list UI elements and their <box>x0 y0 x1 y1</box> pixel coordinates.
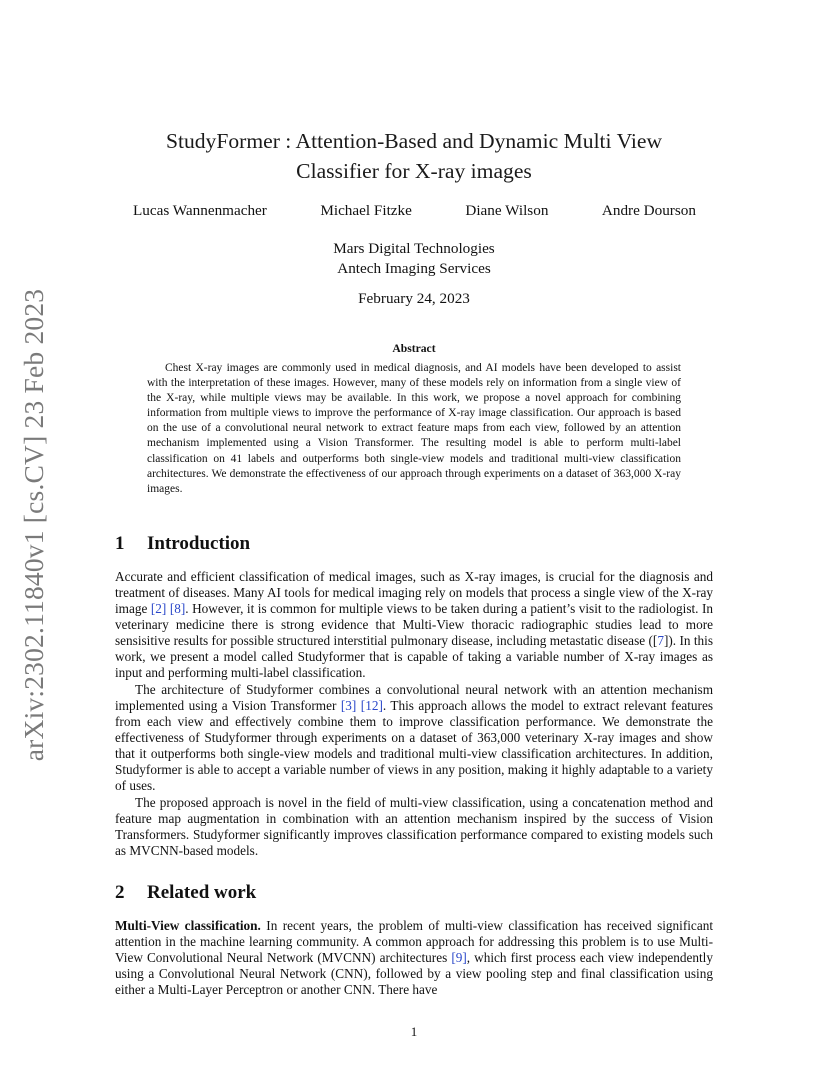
paragraph-text: In recent years, the problem of multi-view classification has received significant attention in the machine learning community. A common approach for addressing this problem is to use Multi-View Convolutional Neural Network (MVCNN) architectures <box>115 918 714 966</box>
paper-title <box>115 126 713 186</box>
section-number: 2 <box>115 882 125 903</box>
paragraph-text: The architecture of Studyformer combines a convolutional neural network with an attention mechanism implemented using a Vision Transformer <box>115 682 713 714</box>
citation-link[interactable]: [9] <box>451 950 467 966</box>
citation-link[interactable]: [12] <box>360 698 383 714</box>
page-number: 1 <box>410 1024 418 1039</box>
related-work-paragraph-1 <box>115 918 713 998</box>
section-heading-related-work <box>115 882 713 904</box>
paragraph-text: Accurate and efficient classification of medical images, such as X-ray images, is crucial for the diagnosis and treatment of diseases. Many AI tools for medical imaging rely on models that process a single view of the X-ray image <box>115 569 713 617</box>
paragraph-runin-heading: Multi-View classification. <box>115 918 261 933</box>
affiliation: Mars Digital Technologies <box>333 240 495 257</box>
intro-paragraph-3: The proposed approach is novel in the field of multi-view classification, using a concatenation method and feature map augmentation in combination with an attention mechanism inspired by the success of Vision Transformers. Studyformer significantly improves classification performance compared to existing models such as MVCNN-based models. <box>115 795 713 859</box>
arxiv-stamp[interactable]: arXiv:2302.11840v1 [cs.CV] 23 Feb 2023 <box>18 288 49 762</box>
citation-link[interactable]: [2] <box>150 601 167 617</box>
section-title: Related work <box>147 882 257 903</box>
paragraph-text: . However, it is common for multiple views to be taken during a patient’s visit to the radiologist. In veterinary medicine there is strong evidence that Multi-View thoracic radiographic studies lead to more sensisitive results for possible structured interstitial pulmonary disease, including metastatic disease ([ <box>115 601 714 649</box>
author-name: Andre Dourson <box>601 202 696 219</box>
citation-link[interactable]: 7 <box>657 633 664 649</box>
abstract-heading: Abstract <box>392 342 436 355</box>
intro-paragraph-1 <box>115 569 713 681</box>
section-heading-introduction <box>115 533 713 555</box>
paragraph-text: ]). In this work, we present a model called Studyformer that is capable of taking a variable number of X-ray images as input and performing multi-label classification. <box>115 633 713 681</box>
publication-date: February 24, 2023 <box>358 290 470 307</box>
abstract-text: Chest X-ray images are commonly used in medical diagnosis, and AI models have been developed to assist with the interpretation of these images. However, many of these models rely on information from a single view of the X-ray, while multiple views may be available. In this work, we propose a novel approach for combining information from multiple views to improve the performance of X-ray image classification. Our approach is based on the use of a convolutional neural network to extract feature maps from each view, followed by an attention mechanism implemented using a Vision Transformer. The resulting model is able to perform multi-label classification on 41 labels and outperforms both single-view models and traditional multi-view classification architectures. We demonstrate the effectiveness of our approach through experiments on a dataset of 363,000 X-ray images. <box>147 362 681 495</box>
section-number: 1 <box>115 533 125 554</box>
title-line-2: Classifier for X-ray images <box>296 159 532 183</box>
citation-link[interactable]: [3] <box>340 698 357 714</box>
author-list <box>115 202 713 220</box>
citation-link[interactable]: [8] <box>169 601 186 617</box>
affiliation: Antech Imaging Services <box>337 259 491 277</box>
author-name: Lucas Wannenmacher <box>133 202 267 219</box>
intro-paragraph-2 <box>115 682 713 794</box>
affiliations <box>115 239 713 278</box>
paragraph-text: , which first process each view independently using a Convolutional Neural Network (CNN), followed by a view pooling step and final classification using either a Multi-Layer Perceptron or another CNN. There have <box>115 950 713 998</box>
author-name: Michael Fitzke <box>320 202 412 219</box>
paragraph-text: . This approach allows the model to extract relevant features from each view and effectively combine them to improve classification performance. We demonstrate the effectiveness of Studyformer through experiments on a dataset of 363,000 veterinary X-ray images and show that it outperforms both single-view models and traditional multi-view classification architectures. In addition, Studyformer is able to accept a variable number of views in any position, making it highly adaptable to a variety of uses. <box>115 698 713 794</box>
author-name: Diane Wilson <box>465 202 549 219</box>
title-line-1: StudyFormer : Attention-Based and Dynamic Multi View <box>165 129 663 153</box>
section-title: Introduction <box>147 533 251 554</box>
